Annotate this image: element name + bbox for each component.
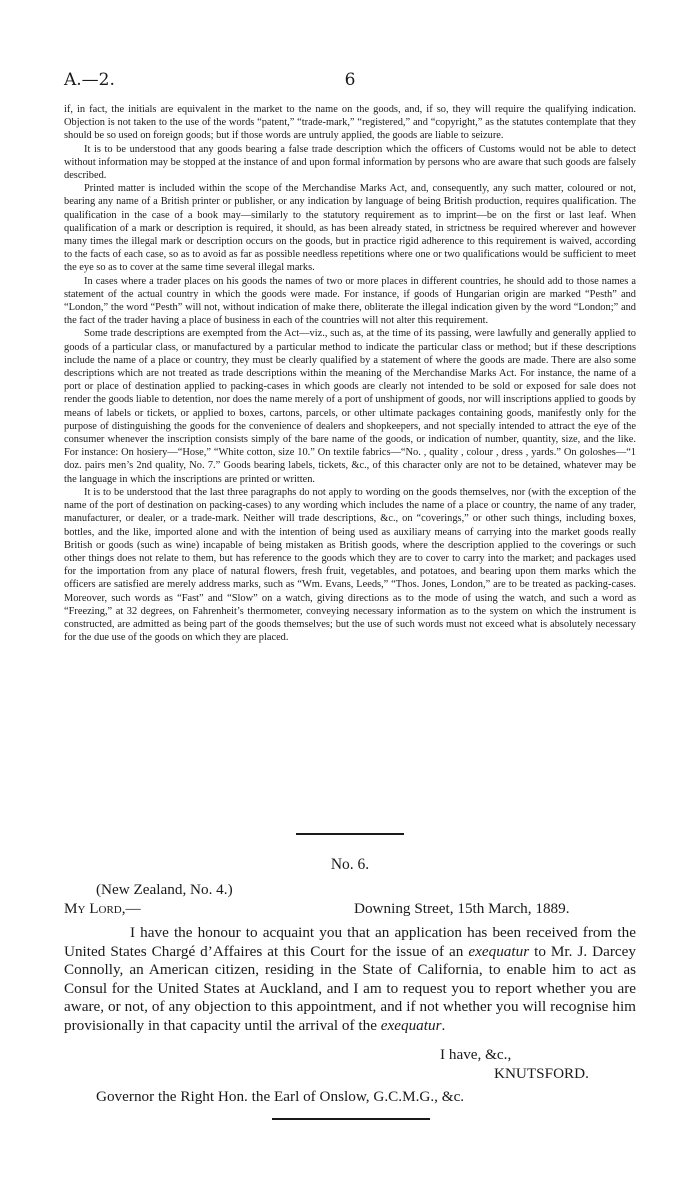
- closing: I have, &c.,: [440, 1046, 512, 1063]
- letter-text: I have the honour to acquaint you that an application has been received from the United States Chargé d’Affaires at this Court for the issue of an: [64, 924, 636, 960]
- body-paragraph: It is to be understood that any goods bearing a false trade description which the officers of Customs would not be able to detect without information may be stopped at the instance of and upon formal information by persons who are aware that such goods are falsely described.: [64, 143, 636, 182]
- addressee: Governor the Right Hon. the Earl of Onslow, G.C.M.G., &c.: [96, 1088, 465, 1105]
- letter-text: .: [441, 1016, 446, 1034]
- body-paragraph: It is to be understood that the last three paragraphs do not apply to wording on the goods themselves, nor (with the exception of the name of the port of destination on packing-cases) to any wording which includes the name of a place or country, the name of any trader, manufacturer, or dealer, or a trade-mark. Neither will trade descriptions, &c., on “coverings,” or other such things, including boxes, bottles, and the like, imported alone and with the intention of being used as auxiliary means of carrying into the market goods really British or goods (such as wine) incapable of being mistaken as British goods, where the description applied to the coverings or such other things does not relate to them, but has reference to the goods which they are to cover to carry into the market; and packages used for the importation from any place of natural flowers, fresh fruit, vegetables, and potatoes, and bearing upon them marks which the officers are satisfied are merely address marks, such as “Wm. Evans, Leeds,” “Thos. Jones, London,” are to be treated as packing-cases. Moreover, such words as “Fast” and “Slow” on a watch, giving directions as to the mode of using the watch, and such a word as “Freezing,” at 32 degrees, on Fahrenheit’s thermometer, conveying necessary information as to the system on which the instrument is constructed, are admitted as being part of the goods themselves; but the use of such words must not exceed what is absolutely necessary for the due use of the goods on which they are placed.: [64, 486, 636, 644]
- letter-paragraph: [64, 924, 636, 1036]
- salutation: My Lord,—: [64, 900, 141, 917]
- signature: KNUTSFORD.: [494, 1065, 589, 1082]
- body-paragraph: if, in fact, the initials are equivalent in the market to the name on the goods, and, if so, they will require the qualifying indication. Objection is not taken to the use of the words “patent,” “trade-mark,” “registered,” and “copyright,” as the statutes contemplate that they should be so used on foreign goods; but if those words are untruly applied, the goods are liable to seizure.: [64, 104, 636, 142]
- section-divider: [296, 833, 404, 835]
- colony-reference: (New Zealand, No. 4.): [96, 881, 233, 898]
- page-header: [64, 70, 636, 94]
- body-paragraph: Some trade descriptions are exempted from the Act—viz., such as, at the time of its passing, were lawfully and generally applied to goods of a particular class, or manufactured by a particular method to indicate the particular class or method; but if these descriptions include the name of a place or country, they must be clearly qualified by a statement of where the goods are made. There are also some descriptions which are not treated as trade descriptions within the meaning of the Merchandise Marks Act. For instance, the name of a port or place of destination applied to packing-cases in which goods are clearly not intended to be sold or exposed for sale does not render the goods liable to detention, nor does the name merely of a port of unshipment of goods, nor will inscriptions applied to goods by means of labels or tickets, or applied to boxes, cartons, parcels, or other ultimate packages containing goods, manifestly only for the purpose of distinguishing the goods for the convenience of dealers and shopkeepers, and not specially intended to attract the eye of the consumer whenever the inscription consists simply of the bare name of the goods, or indication of number, quantity, size, and the like. For instance: On hosiery—“Hose,” “White cotton, size 10.” On textile fabrics—“No. , quality , colour , dress , yards.” On goloshes—“1 doz. pairs men’s 2nd quality, No. 7.” Goods bearing labels, tickets, &c., of this character only are not to be detained, whatever may be the language in which the inscriptions are printed or written.: [64, 328, 636, 485]
- salutation-row: [64, 899, 636, 919]
- letter-text: to Mr. J. Darcey Connolly, an American citizen, residing in the State of California, to enable him to act as Consul for the United States at Auckland, and I am to request you to report whether you are aware, or not, of any objection to this appointment, and if not whether you will recognise him provisionally in that capacity until the arrival of the: [64, 942, 636, 1034]
- letter-number: No. 6.: [330, 856, 370, 873]
- letter-body: [64, 924, 636, 1036]
- body-paragraph: In cases where a trader places on his goods the names of two or more places in different countries, he should add to those names a statement of the actual country in which the goods were made. For instance, if goods of Hungarian origin are marked “Pesth” and “London,” the word “Pesth” will not, without indication of make there, obliterate the illegal indication given by the word “London;” and the fact of the trader having a place of business in each of the countries will not alter this requirement.: [64, 275, 636, 327]
- exequatur-term: exequatur: [468, 942, 530, 960]
- page-number: 6: [344, 70, 356, 90]
- document-reference: A.—2.: [64, 70, 115, 90]
- body-text: [64, 103, 636, 644]
- exequatur-term: exequatur: [380, 1016, 442, 1034]
- body-paragraph: Printed matter is included within the scope of the Merchandise Marks Act, and, consequently, any such matter, coloured or not, bearing any name of a British printer or publisher, or any indication by language of being British production, requires qualification. The qualification in the case of a book may—similarly to the statutory requirement as to imprint—be on the first or last leaf. When qualification of a mark or description is required, it should, as has been already stated, in strictness be required wherever and however many times the illegal mark or description occurs on the goods, but in practice rigid adherence to this requirement is waived, according to the facts of each case, so as to avoid as far as possible needless repetitions where one or two qualifications would be sufficient to meet the eye so as to cover at the same time several illegal marks.: [64, 183, 636, 274]
- place-date: Downing Street, 15th March, 1889.: [354, 900, 570, 917]
- end-rule: [272, 1118, 430, 1120]
